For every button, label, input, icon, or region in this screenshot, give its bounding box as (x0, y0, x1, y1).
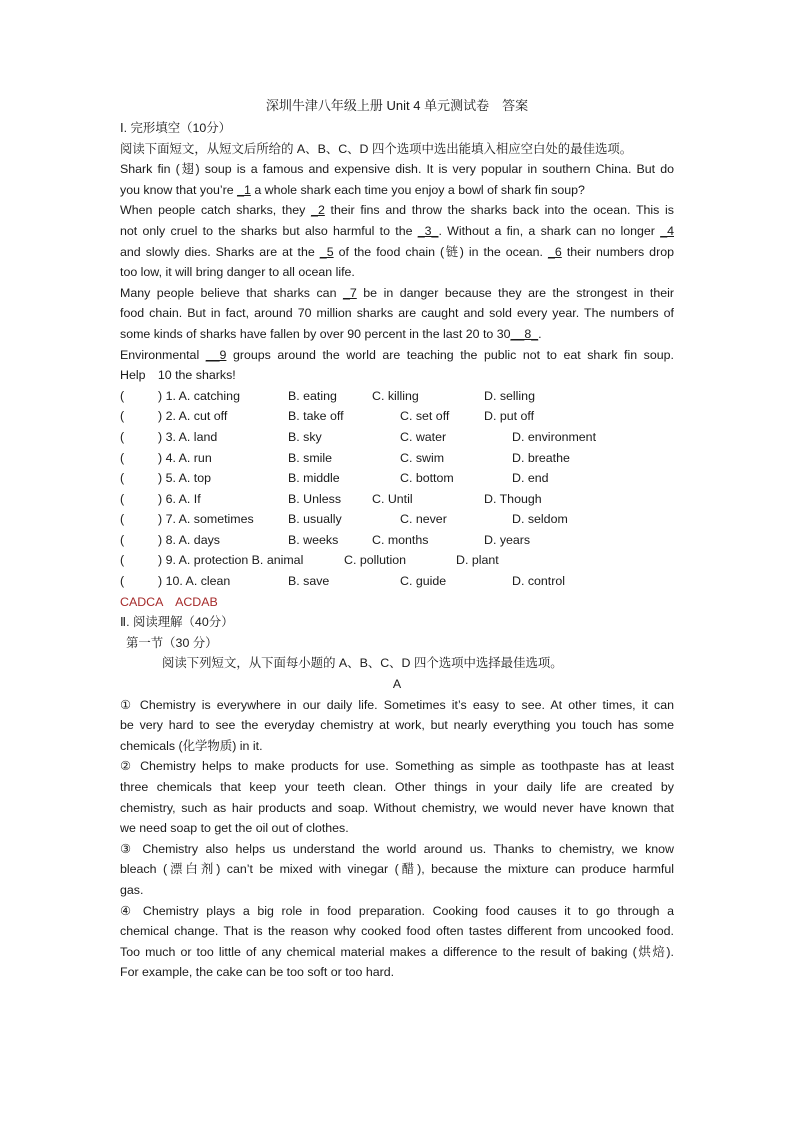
blank-3: _3_ (417, 223, 439, 238)
cloze-options (120, 386, 674, 592)
option-row (120, 489, 674, 510)
question-number: ) 9. A. protection B. animal (158, 553, 304, 568)
option-b: B. usually (288, 512, 342, 527)
option-row (120, 386, 674, 407)
blank-7: _7 (342, 285, 357, 300)
passage-line: chemistry, such as hair products and soap. Without chemistry, we would never have known that (120, 800, 674, 815)
passage-line: be very hard to see the everyday chemistry at work, but nearly everything you touch has some (120, 718, 674, 733)
passage-line: Too much or too little of any chemical material makes a difference to the result of baking (烘焙). (120, 944, 674, 959)
passage-line: For example, the cake can be too soft or too hard. (120, 965, 395, 980)
passage-line: bleach (漂白剂) can’t be mixed with vinegar (醋), because the mixture can produce harmful (120, 862, 674, 877)
option-row (120, 448, 674, 469)
question-number: ) 10. A. clean (158, 574, 231, 589)
option-b: B. middle (288, 471, 340, 486)
passage-line: chemical change. That is the reason why cooked food often tastes different from uncooked food. (120, 924, 674, 939)
option-d: D. breathe (512, 450, 570, 465)
option-c: C. pollution (344, 553, 406, 568)
option-c: C. months (372, 532, 429, 547)
option-b: B. Unless (288, 491, 342, 506)
option-c: C. Until (372, 491, 413, 506)
subsection-heading: 第一节（30 分） (126, 635, 218, 650)
blank-6: _6 (548, 244, 562, 259)
blank-1: _1 (237, 182, 251, 197)
question-number: ) 8. A. days (158, 532, 220, 547)
option-d: D. years (484, 532, 531, 547)
blank-5: _5 (319, 244, 334, 259)
cloze-line: and slowly dies. Sharks are at the _5 of the food chain (链) in the ocean. _6 their numbers drop (120, 244, 674, 259)
answer-key: CADCA ACDAB (120, 594, 218, 609)
bracket: ( (120, 512, 125, 527)
option-c: C. swim (400, 450, 445, 465)
question-number: ) 2. A. cut off (158, 409, 228, 424)
option-c: C. water (400, 429, 447, 444)
page-title: 深圳牛津八年级上册 Unit 4 单元测试卷 答案 (265, 98, 529, 113)
option-b: B. eating (288, 388, 337, 403)
question-number: ) 1. A. catching (158, 388, 240, 403)
bracket: ( (120, 409, 125, 424)
blank-4: _4 (660, 223, 674, 238)
option-d: D. selling (484, 388, 535, 403)
document-body (120, 118, 674, 983)
option-d: D. end (512, 471, 549, 486)
option-b: B. save (288, 574, 330, 589)
blank-8: __8_ (510, 326, 539, 341)
cloze-line: you know that you’re _1 a whole shark each time you enjoy a bowl of shark fin soup? (120, 182, 585, 197)
option-b: B. take off (288, 409, 344, 424)
question-number: ) 4. A. run (158, 450, 212, 465)
bracket: ( (120, 532, 125, 547)
bracket: ( (120, 450, 125, 465)
passage-line: three chemicals that keep your teeth clean. Other things in your daily life are created by (120, 780, 674, 794)
option-d: D. seldom (512, 512, 568, 527)
question-number: ) 6. A. If (158, 491, 201, 506)
bracket: ( (120, 491, 125, 506)
bracket: ( (120, 574, 125, 589)
option-c: C. guide (400, 574, 447, 589)
option-row (120, 550, 674, 571)
option-row (120, 406, 674, 427)
bracket: ( (120, 429, 125, 444)
passage-line: ② Chemistry helps to make products for use. Something as simple as toothpaste has at least (120, 759, 674, 774)
passage-line: ④ Chemistry plays a big role in food preparation. Cooking food causes it to go through a (120, 903, 674, 918)
option-c: C. killing (372, 388, 419, 403)
option-c: C. set off (400, 409, 450, 424)
option-b: B. smile (288, 450, 333, 465)
bracket: ( (120, 388, 125, 403)
option-d: D. put off (484, 409, 535, 424)
cloze-line: Shark fin (翅) soup is a famous and expensive dish. It is very popular in southern China. But do (120, 162, 674, 177)
cloze-line: food chain. But in fact, around 70 million sharks are caught and sold every year. The numbers of (120, 306, 674, 321)
reading-instruction: 阅读下列短文，从下面每小题的 A、B、C、D 四个选项中选择最佳选项。 (162, 656, 563, 671)
bracket: ( (120, 471, 125, 486)
passage-label: A (392, 677, 402, 692)
option-row (120, 571, 674, 592)
option-d: D. Though (484, 491, 542, 506)
question-number: ) 3. A. land (158, 429, 218, 444)
passage-line: ① Chemistry is everywhere in our daily life. Sometimes it’s easy to see. At other times, it can (120, 697, 674, 712)
section-heading-reading: Ⅱ. 阅读理解（40分） (120, 615, 234, 630)
question-number: ) 7. A. sometimes (158, 512, 254, 527)
cloze-line: Help 10 the sharks! (120, 368, 236, 383)
option-row (120, 530, 674, 551)
cloze-instruction: 阅读下面短文，从短文后所给的 A、B、C、D 四个选项中选出能填入相应空白处的最佳选项。 (120, 141, 633, 156)
option-row (120, 468, 674, 489)
section-heading-cloze: Ⅰ. 完形填空（10分） (120, 121, 232, 135)
question-number: ) 5. A. top (158, 471, 212, 486)
option-c: C. bottom (400, 471, 454, 486)
option-row (120, 509, 674, 530)
option-d: D. environment (512, 429, 597, 444)
cloze-line: too low, it will bring danger to all ocean life. (120, 265, 355, 280)
option-d: D. plant (456, 553, 499, 568)
passage-line: we need soap to get the oil out of clothes. (120, 821, 349, 836)
bracket: ( (120, 553, 125, 568)
cloze-line: Many people believe that sharks can _7 be in danger because they are the strongest in their (120, 285, 675, 300)
cloze-line: Environmental __9 groups around the world are teaching the public not to eat shark fin soup. (120, 347, 674, 362)
option-b: B. weeks (288, 532, 339, 547)
passage-line: ③ Chemistry also helps us understand the world around us. Thanks to chemistry, we know (120, 841, 674, 856)
option-row (120, 427, 674, 448)
blank-9: __9 (205, 347, 227, 362)
cloze-line: When people catch sharks, they _2 their fins and throw the sharks back into the ocean. This is (120, 203, 674, 218)
cloze-line: not only cruel to the sharks but also harmful to the _3_. Without a fin, a shark can no longer _4 (120, 223, 674, 238)
cloze-line: some kinds of sharks have fallen by over 90 percent in the last 20 to 30__8_. (120, 326, 542, 341)
option-b: B. sky (288, 429, 322, 444)
option-d: D. control (512, 574, 566, 589)
passage-line: gas. (120, 882, 144, 897)
option-c: C. never (400, 512, 447, 527)
passage-line: chemicals (化学物质) in it. (120, 738, 263, 753)
blank-2: _2 (311, 203, 325, 218)
